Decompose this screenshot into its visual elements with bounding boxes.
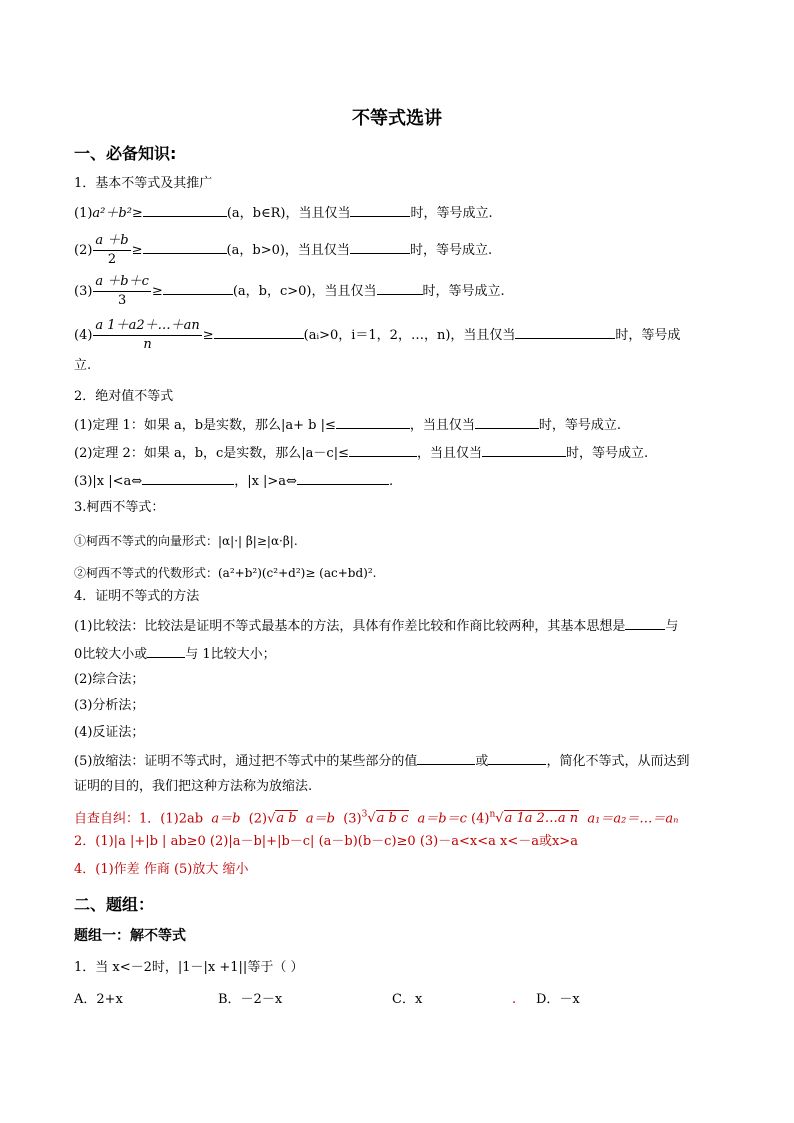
answers-row-3: 4．(1)作差 作商 (5)放大 缩小: [74, 862, 249, 877]
line1-cond: (a，b∈R)，当且仅当: [226, 206, 351, 221]
ans-1-10: a 1a 2…a n: [504, 811, 579, 827]
ans-1-1: 1．(1)2ab: [139, 811, 204, 827]
method-scaling-or: 或: [475, 754, 489, 769]
ans-1-8: a＝b＝c: [417, 811, 467, 827]
nth-root-icon: $^n$√: [489, 810, 504, 827]
method-comparison-one: 与 1比较大小；: [185, 647, 276, 662]
blank-4-1[interactable]: [214, 325, 304, 339]
method-contradiction: (4)反证法；: [74, 725, 145, 740]
inequality-line-4: [74, 317, 680, 354]
blank-3-2[interactable]: [377, 281, 423, 295]
option-d[interactable]: D．－x: [536, 992, 580, 1007]
line1-expr: a²＋b²≥: [92, 206, 143, 221]
ans-1-4: a b: [276, 811, 297, 827]
answers-row-1: [74, 806, 678, 828]
line4-cond: (aᵢ>0，i＝1，2，…，n)，当且仅当: [303, 328, 516, 343]
option-c[interactable]: C．x: [392, 992, 423, 1007]
ans-1-6: (3): [343, 811, 362, 827]
line3-prefix: (3): [74, 284, 93, 299]
sqrt-icon: √: [267, 811, 276, 827]
blank-3-1[interactable]: [163, 281, 233, 295]
fraction-2-den: 2: [107, 252, 117, 267]
method-scaling-cont: 证明的目的，我们把这种方法称为放缩法.: [74, 779, 313, 794]
line1-prefix: (1): [74, 206, 93, 221]
inequality-line-3: [74, 273, 505, 310]
theorem-2: [74, 443, 648, 463]
fraction-3: [93, 273, 151, 310]
item3-heading: 3.柯西不等式：: [74, 500, 165, 515]
item4-heading: 4．证明不等式的方法: [74, 589, 200, 604]
stray-dot: .: [512, 992, 517, 1007]
theorem-1: [74, 415, 621, 435]
line4-tail-wrap: 立.: [74, 358, 92, 373]
blank-m1-2[interactable]: [147, 644, 185, 658]
blank-m1-1[interactable]: [625, 616, 665, 630]
fraction-3-num: a ＋b＋c: [93, 273, 151, 292]
blank-1-2[interactable]: [350, 203, 410, 217]
cauchy-algebraic: ②柯西不等式的代数形式：(a²+b²)(c²+d²)≥ (ac+bd)².: [74, 566, 377, 580]
line2-cond: (a，b>0)，当且仅当: [226, 243, 350, 258]
blank-t1-1[interactable]: [336, 415, 410, 429]
blank-t2-2[interactable]: [482, 443, 566, 457]
method-comparison-zero: 0比较大小或: [74, 647, 148, 662]
abs-c: .: [388, 474, 394, 489]
line4-tail: 时，等号成: [615, 328, 681, 343]
method-comparison-with: 与: [665, 619, 679, 634]
fraction-4-den: n: [143, 337, 152, 352]
method-scaling-tail: ，简化不等式，从而达到: [546, 754, 690, 769]
inequality-line-1: [74, 203, 493, 223]
blank-t2-1[interactable]: [349, 443, 417, 457]
blank-4-2[interactable]: [515, 325, 615, 339]
line2-tail: 时，等号成立.: [409, 243, 493, 258]
item1-heading: 1．基本不等式及其推广: [74, 176, 213, 191]
blank-abs-1[interactable]: [142, 471, 234, 485]
fraction-2: [93, 232, 130, 269]
fraction-4: [93, 317, 201, 354]
method-comparison-cont: [74, 644, 276, 664]
theorem-1-tail: 时，等号成立.: [538, 418, 622, 433]
blank-m5-2[interactable]: [488, 751, 546, 765]
method-synthesis: (2)综合法；: [74, 672, 145, 687]
ans-1-9: (4): [471, 811, 490, 827]
blank-2-1[interactable]: [143, 240, 227, 254]
ans-1-3: (2): [248, 811, 268, 827]
cauchy-vector: ①柯西不等式的向量形式：|α|·| β|≥|α·β|.: [74, 534, 298, 548]
line2-prefix: (2): [74, 243, 93, 258]
theorem-2-tail: 时，等号成立.: [566, 446, 649, 461]
theorem-1-text: (1)定理 1：如果 a，b是实数，那么|a+ b |≤: [74, 418, 336, 433]
answers-row-2: 2．(1)|a |+|b | ab≥0 (2)|a－b|+|b－c| (a－b)(b－c)≥0 (3)－a<x<a x<－a或x>a: [74, 834, 578, 849]
option-b[interactable]: B．－2－x: [218, 992, 283, 1007]
fraction-2-num: a ＋b: [93, 232, 130, 251]
line3-tail: 时，等号成立.: [422, 284, 505, 299]
option-a[interactable]: A．2+x: [74, 992, 123, 1007]
fraction-4-num: a 1＋a2＋…＋an: [93, 317, 201, 336]
page-title: 不等式选讲: [352, 108, 442, 129]
method-scaling-text: (5)放缩法：证明不等式时，通过把不等式中的某些部分的值: [74, 754, 418, 769]
group-heading-1: 题组一：解不等式: [74, 928, 186, 944]
blank-t1-2[interactable]: [475, 415, 539, 429]
fraction-3-den: 3: [118, 293, 127, 308]
question-1: 1．当 x<－2时，|1－|x +1||等于（ ）: [74, 960, 304, 975]
blank-m5-1[interactable]: [417, 751, 475, 765]
method-analysis: (3)分析法；: [74, 698, 145, 713]
theorem-1-cond: ，当且仅当: [409, 418, 475, 433]
inequality-line-2: [74, 232, 492, 269]
blank-abs-2[interactable]: [297, 471, 389, 485]
answers-label: 自查自纠：: [74, 811, 140, 827]
theorem-2-text: (2)定理 2：如果 a，b，c是实数，那么|a－c|≤: [74, 446, 349, 461]
abs-b: ，|x |>a⇔: [234, 474, 297, 489]
ans-1-7: a b c: [376, 811, 409, 827]
abs-equivalence: [74, 471, 393, 491]
section-heading-knowledge: 一、必备知识:: [74, 144, 177, 163]
line4-prefix: (4): [74, 328, 93, 343]
line1-tail: 时，等号成立.: [410, 206, 493, 221]
line3-ge: ≥: [151, 284, 163, 299]
blank-1-1[interactable]: [143, 203, 227, 217]
abs-a: (3)|x |<a⇔: [74, 474, 143, 489]
method-comparison-text: (1)比较法：比较法是证明不等式最基本的方法，具体有作差比较和作商比较两种，其基本思想是: [74, 619, 626, 634]
item2-heading: 2．绝对值不等式: [74, 389, 174, 404]
ans-1-11: a₁＝a₂＝…＝aₙ: [587, 811, 679, 827]
theorem-2-cond: ，当且仅当: [417, 446, 483, 461]
blank-2-2[interactable]: [350, 240, 410, 254]
cube-root-icon: $^3$√: [361, 810, 376, 827]
method-comparison: [74, 616, 678, 636]
method-scaling: [74, 751, 689, 771]
ans-1-5: a＝b: [305, 811, 335, 827]
line3-cond: (a，b，c>0)，当且仅当: [232, 284, 377, 299]
line4-ge: ≥: [202, 328, 214, 343]
ans-1-2: a＝b: [211, 811, 241, 827]
section-heading-exercises: 二、题组：: [74, 895, 155, 914]
line2-ge: ≥: [131, 243, 143, 258]
